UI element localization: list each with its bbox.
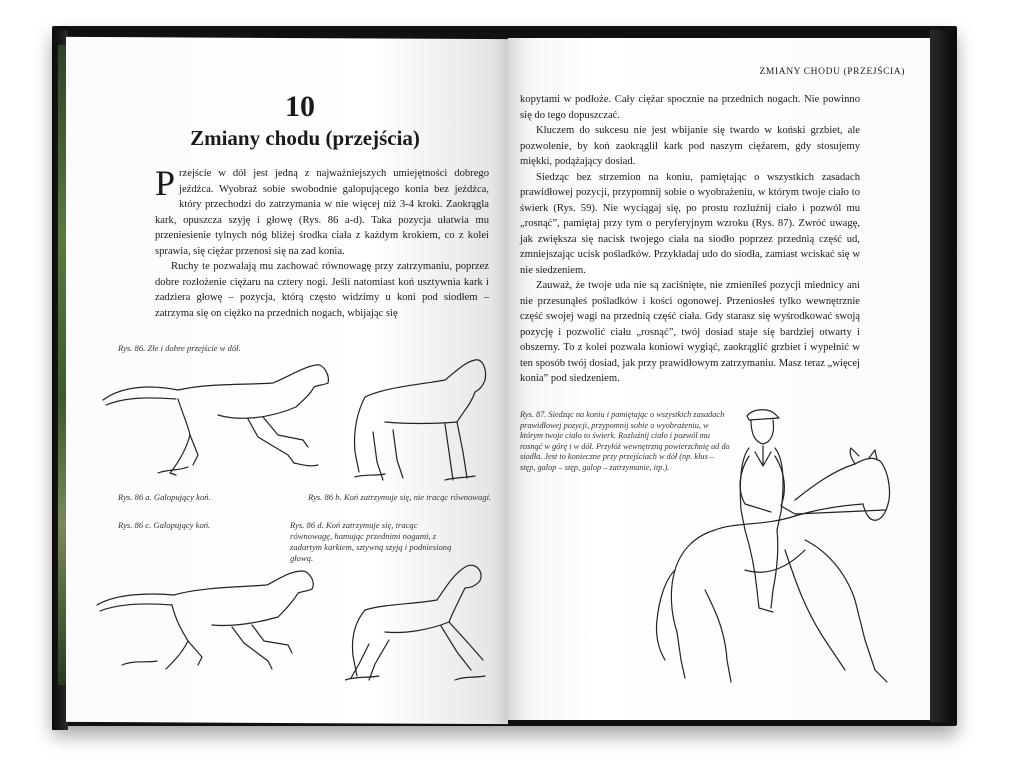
right-paragraph-2: Kluczem do sukcesu nie jest wbijanie się twardo w koński grzbiet, ale pozwolenie, by koń zaokrąglił kark pod naszym ciężarem, gdy stosujemy miękki, podążający dosiad. [520, 125, 860, 167]
galloping-horse-illustration-c [92, 565, 322, 680]
right-paragraph-4: Zauważ, że twoje uda nie są zaciśnięte, nie zmieniłeś pozycji miednicy ani nie przesunąłeś pośladków i kości ogonowej. Przeniosłeś tylko wewnętrznie część swojej wagi na przednią część ciała. Gdy starasz się wyśrodkować swoją pozycję i pozwolić ciału „rosnąć”, twój dosiad staje się bardziej otwarty i obszerny. To z kolei pozwala koniowi wygiąć, zaokrąglić grzbiet i wypełnić w ten sposób twój dosiad, jak przy prawidłowym zatrzymaniu. Masz teraz „więcej konia” pod siedzeniem. [520, 280, 860, 384]
figure-86-caption: Rys. 86. Złe i dobre przejście w dół. [118, 343, 241, 353]
running-header: ZMIANY CHODU (PRZEJŚCIA) [759, 67, 905, 77]
right-paragraph-3: Siedząc bez strzemion na koniu, pamiętając o wszystkich zasadach prawidłowej pozycji, przypomnij sobie o wyobrażeniu, w którym twoje ciało to świerk (Rys. 59). Nie wyciągaj się, po prostu rozluźnij ciało i pozwól mu „rosnąć”, pamiętaj przy tym o peryferyjnym wzroku (Rys. 87). Zwróć uwagę, jak zwiększa się nacisk twojego ciała na siodło poprzez przednią część ud, zmniejszając ucisk pośladków. Przykładaj udo do siodła, zamiast wciskać się w nie siedzeniem. [520, 171, 860, 276]
right-body-text [520, 92, 860, 387]
figure-86b-caption: Rys. 86 b. Koń zatrzymuje się, nie tracąc równowagi. [308, 492, 492, 502]
chapter-title: Zmiany chodu (przejścia) [190, 126, 420, 150]
stopping-horse-illustration-d [345, 560, 495, 690]
halting-horse-illustration-b [345, 352, 495, 492]
figure-86c-caption: Rys. 86 c. Galopujący koń. [118, 520, 211, 530]
figure-86d-caption: Rys. 86 d. Koń zatrzymuje się, tracąc równowagę, hamując przednimi nogami, z zadartym karkiem, sztywną szyją i podniesioną głową. [290, 520, 452, 563]
left-body-text [155, 163, 489, 321]
rider-on-horse-illustration [655, 400, 905, 690]
galloping-horse-illustration-a [98, 355, 338, 485]
left-paragraph-2: Ruchy te pozwalają mu zachować równowagę przy zatrzymaniu, poprzez dobre rozłożenie ciężaru na cztery nogi. Jeśli natomiast koń usztywnia kark i zadziera głowę – pozycja, którą często widzimy u koni pod siodłem – zatrzyma się on ciężko na przednich nogach, wbijając się [155, 261, 489, 319]
book-page-block-right-edge [930, 30, 956, 722]
right-paragraph-1: kopytami w podłoże. Cały ciężar spocznie na przednich nogach. Nie powinno się do tego dopuszczać. [520, 94, 860, 121]
chapter-number: 10 [285, 90, 315, 123]
figure-87-caption: Rys. 87. Siedząc na koniu i pamiętając o wszystkich zasadach prawidłowej pozycji, przypomnij sobie o wyobrażeniu, w którym twoje ciało to świerk. Rozluźnij ciało i pozwól mu rosnąć w górę i w dół. Przyłóż wewnętrzną powierzchnię ud do siodła. Jest to konieczne przy przejściach w dół (np. kłus – stęp, galop – stęp, galop – zatrzymanie, itp.). [520, 410, 730, 472]
left-paragraph-1: rzejście w dół jest jedną z najważniejszych umiejętności dobrego jeźdźca. Wyobraź sobie swobodnie galopującego konia bez jeźdźca, który przechodzi do zatrzymania w nie więcej niż 3-4 kroki. Zaokrągla kark, opuszcza szyję i głowę (Rys. 86 a-d). Taka pozycja ułatwia mu przeniesienie tylnych nóg bliżej środka ciała z każdym krokiem, co z kolei sprawia, się ciężar przenosi się na zad konia. [155, 168, 489, 257]
figure-86a-caption: Rys. 86 a. Galopujący koń. [118, 492, 211, 502]
drop-cap: P [155, 163, 176, 203]
